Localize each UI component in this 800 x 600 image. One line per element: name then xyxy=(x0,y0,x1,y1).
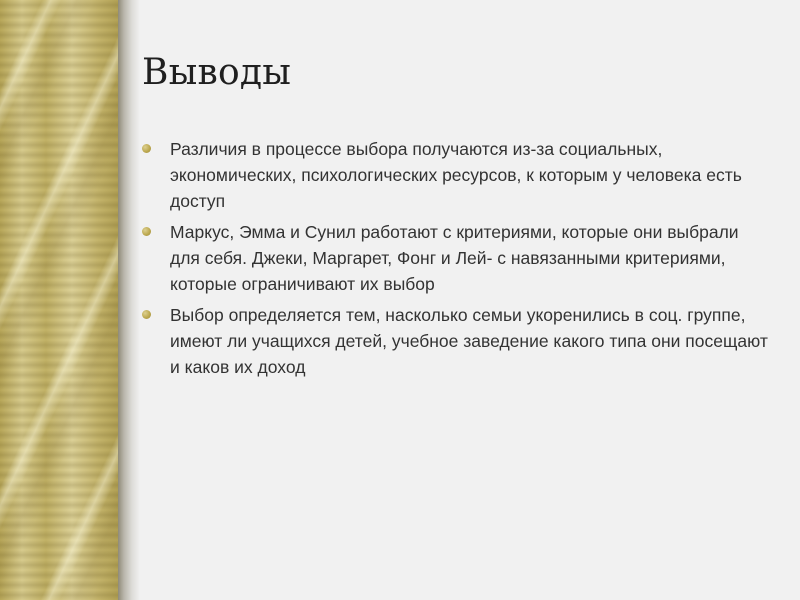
bullet-item xyxy=(142,302,772,380)
bullet-list xyxy=(142,136,772,385)
decorative-gold-band xyxy=(0,0,118,600)
bullet-text: Выбор определяется тем, насколько семьи укоренились в соц. группе, имеют ли учащихся детей, учебное заведение какого типа они посещают и каков их доход xyxy=(170,305,768,377)
bullet-dot-icon xyxy=(142,310,151,319)
bullet-text: Различия в процессе выбора получаются из-за социальных, экономических, психологических ресурсов, к которым у человека есть доступ xyxy=(170,139,742,211)
slide-title: Выводы xyxy=(142,52,292,93)
bullet-item xyxy=(142,219,772,297)
bullet-dot-icon xyxy=(142,227,151,236)
bullet-text: Маркус, Эмма и Сунил работают с критериями, которые они выбрали для себя. Джеки, Маргарет, Фонг и Лей- с навязанными критериями, которые ограничивают их выбор xyxy=(170,222,739,294)
band-shadow xyxy=(118,0,140,600)
bullet-dot-icon xyxy=(142,144,151,153)
bullet-item xyxy=(142,136,772,214)
